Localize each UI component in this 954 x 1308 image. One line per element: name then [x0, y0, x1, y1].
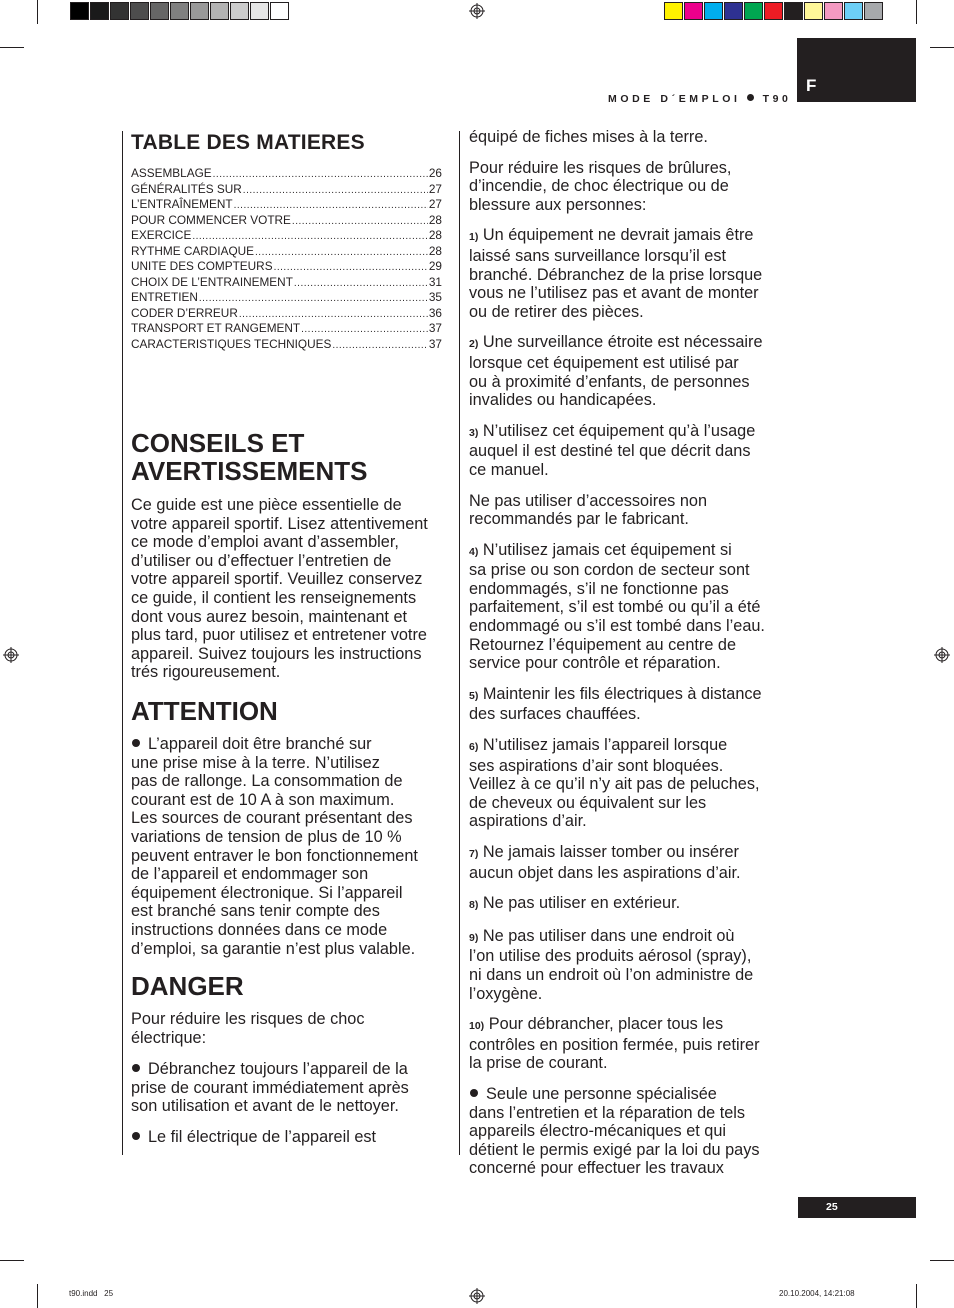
- toc-entry: [131, 321, 442, 337]
- text-line: [131, 589, 446, 608]
- item-number: 6): [469, 741, 479, 754]
- text-line: [469, 617, 787, 636]
- text-line: [469, 843, 787, 864]
- text-line: [469, 636, 787, 655]
- text-line-content: équipement électronique. Si l’appareil: [131, 883, 403, 902]
- text-line-content: dans l’entretien et la réparation de tels: [469, 1103, 746, 1122]
- text-line: [469, 1122, 787, 1141]
- text-line: [131, 809, 446, 828]
- item-number: 3): [469, 426, 479, 439]
- text-line: [469, 247, 787, 266]
- toc-entry-page: 37: [428, 336, 442, 351]
- right-column: [469, 128, 787, 1190]
- text-line-content: recommandés par le fabricant.: [469, 510, 689, 529]
- text-line: [469, 812, 787, 831]
- text-line-content: service pour contrôle et réparation.: [469, 654, 721, 673]
- manual-label: MODE D´EMPLOI: [608, 93, 741, 105]
- text-line-content: peuvent entraver le bon fonctionnement: [131, 846, 418, 865]
- text-line: [469, 391, 787, 410]
- text-line: [131, 828, 446, 847]
- text-line-content: des surfaces chauffées.: [469, 705, 641, 724]
- registration-mark-bottom: [469, 1288, 485, 1304]
- text-line-content: concerné pour effectuer les travaux: [469, 1159, 724, 1178]
- text-line-content: équipé de fiches mises à la terre.: [469, 128, 708, 146]
- text-line: [469, 128, 787, 147]
- text-line-content: Pour débrancher, placer tous les: [484, 1015, 724, 1034]
- toc-entry-page: 27: [428, 197, 442, 211]
- toc-leader-dots: [213, 169, 428, 180]
- text-line: [469, 541, 787, 562]
- text-line-content: Un équipement ne devrait jamais être: [478, 226, 754, 245]
- gray-swatch: [150, 2, 169, 20]
- color-swatch: [744, 2, 763, 20]
- text-line: [469, 736, 787, 757]
- text-line: [131, 791, 446, 810]
- toc-leader-dots: [301, 324, 428, 335]
- color-swatch: [824, 2, 843, 20]
- text-line: [131, 1079, 446, 1098]
- text-line-content: N’utilisez jamais l’appareil lorsque: [478, 736, 728, 755]
- text-line-content: appareil. Suivez toujours les instructions: [131, 644, 422, 663]
- text-line-content: une prise mise à la terre. N’utilisez: [131, 753, 380, 772]
- text-line-content: vous ne l’utilisez pas et avant de monter: [469, 284, 759, 303]
- text-line: [469, 864, 787, 883]
- text-line-content: de cheveux ou équivalent sur les: [469, 793, 707, 812]
- toc-leader-dots: [192, 231, 428, 242]
- text-line: [469, 1104, 787, 1123]
- toc-entry: [131, 228, 442, 244]
- toc-entry-page: 37: [428, 321, 442, 335]
- gray-swatch: [190, 2, 209, 20]
- text-line-content: l’oxygène.: [469, 984, 543, 1003]
- text-line: [469, 894, 787, 915]
- text-line: [469, 226, 787, 247]
- section-title-danger: DANGER: [131, 971, 244, 1001]
- section-title-attention: ATTENTION: [131, 696, 278, 726]
- item-number: 10): [469, 1020, 485, 1033]
- text-line-content: Pour réduire les risques de brûlures,: [469, 158, 732, 177]
- toc-entry-page: 29: [428, 259, 442, 273]
- toc-entry-label: CODER D’ERREUR: [131, 305, 238, 320]
- text-line: [131, 570, 446, 589]
- warning-item: [469, 1085, 787, 1178]
- toc-leader-dots: [274, 262, 428, 273]
- text-line-content: ni dans un endroit où l’on administre de: [469, 965, 754, 984]
- text-line: [469, 159, 787, 178]
- text-line-content: Maintenir les fils électriques à distance: [478, 684, 762, 703]
- text-line-content: Une surveillance étroite est nécessaire: [478, 333, 763, 352]
- text-line: [469, 1054, 787, 1073]
- text-line-content: électrique:: [131, 1028, 207, 1047]
- toc-entry: [131, 275, 442, 291]
- toc-leader-dots: [294, 278, 428, 289]
- bullet-dot-icon: [747, 94, 754, 101]
- danger-intro: [131, 1010, 446, 1047]
- warning-item: [469, 894, 787, 915]
- warning-item: [469, 226, 787, 321]
- toc-entry: [131, 197, 442, 213]
- toc-entry-label: L’ENTRAÎNEMENT: [131, 197, 233, 211]
- text-line: [131, 1029, 446, 1048]
- toc-leader-dots: [292, 216, 428, 227]
- model-name: T90: [762, 93, 792, 105]
- toc-entry-label: CHOIX DE L’ENTRAINEMENT: [131, 274, 293, 289]
- text-line-content: N’utilisez jamais cet équipement si: [478, 540, 732, 559]
- registration-mark-left: [3, 647, 19, 663]
- text-line: [469, 598, 787, 617]
- crop-mark-bl-v: [37, 1284, 38, 1308]
- toc-entry-label: TRANSPORT ET RANGEMENT: [131, 321, 301, 335]
- text-line: [131, 884, 446, 903]
- text-line-content: sa prise ou son cordon de secteur sont: [469, 561, 750, 580]
- text-line-content: votre appareil sportif. Lisez attentivement: [131, 514, 428, 533]
- text-line-content: ce manuel.: [469, 460, 549, 479]
- text-line-content: contrôles en position fermée, puis retirer: [469, 1035, 760, 1054]
- toc-entry-label: EXERCICE: [131, 228, 192, 242]
- toc-entry: [131, 244, 442, 260]
- attention-paragraph: [131, 735, 446, 958]
- text-line: [469, 284, 787, 303]
- toc-leader-dots: [199, 293, 428, 304]
- warning-item: [469, 685, 787, 724]
- text-line-content: pas de rallonge. La consommation de: [131, 772, 403, 791]
- toc-entry: [131, 213, 442, 229]
- text-line-content: ce guide, il contient les renseignements: [131, 588, 417, 607]
- text-line: [469, 775, 787, 794]
- text-line: [469, 927, 787, 948]
- text-line: [131, 515, 446, 534]
- left-column-rule: [122, 131, 123, 1155]
- text-line: [131, 1060, 446, 1079]
- text-line: [469, 354, 787, 373]
- text-line-content: Pour réduire les risques de choc: [131, 1010, 365, 1028]
- text-line: [469, 492, 787, 511]
- text-line-content: la prise de courant.: [469, 1054, 608, 1073]
- text-line-content: votre appareil sportif. Veuillez conservez: [131, 570, 423, 589]
- item-number: 7): [469, 848, 479, 860]
- text-line-content: Le fil électrique de l’appareil est: [148, 1128, 377, 1146]
- text-line-content: ce mode d’emploi avant d’assembler,: [131, 533, 399, 552]
- text-line: [469, 685, 787, 706]
- text-line-content: L’appareil doit être branché sur: [148, 735, 372, 753]
- text-line-content: d’utiliser ou d’effectuer l’entretien de: [131, 551, 392, 570]
- color-swatch: [764, 2, 783, 20]
- toc-entry-page: 36: [428, 305, 442, 320]
- text-line-content: Les sources de courant présentant des: [131, 809, 413, 828]
- text-line: [469, 947, 787, 966]
- color-swatch: [704, 2, 723, 20]
- crop-mark-tr-h: [930, 47, 954, 48]
- crop-mark-tl-v: [37, 0, 38, 24]
- text-line-content: ou de retirer des pièces.: [469, 302, 644, 321]
- slug-timestamp: 20.10.2004, 14:21:08: [779, 1289, 855, 1298]
- text-line: [131, 1097, 446, 1116]
- bullet-dot-icon: [132, 1132, 140, 1140]
- text-line: [469, 561, 787, 580]
- bullet-dot-icon: [132, 739, 140, 747]
- page-number-tab: [798, 1197, 916, 1218]
- color-swatch: [684, 2, 703, 20]
- toc-entry: [131, 182, 442, 198]
- text-line-content: Ne jamais laisser tomber ou insérer: [478, 843, 739, 861]
- item-number: 5): [469, 689, 479, 702]
- text-line: [469, 461, 787, 480]
- warning-item: [469, 128, 787, 147]
- item-number: 2): [469, 338, 479, 351]
- text-line: [131, 902, 446, 921]
- color-swatch: [664, 2, 683, 20]
- crop-mark-bl-h: [0, 1260, 24, 1261]
- text-line-content: trés rigoureusement.: [131, 663, 281, 682]
- item-number: 4): [469, 545, 479, 558]
- toc-entry-page: 28: [428, 212, 442, 227]
- text-line-content: détient le permis exigé par la loi du pays: [469, 1140, 760, 1159]
- text-line: [469, 196, 787, 215]
- toc-leader-dots: [255, 247, 428, 258]
- toc-entry: [131, 337, 442, 353]
- warning-item: [469, 422, 787, 480]
- toc-entry-label: GÉNÉRALITÉS SUR: [131, 181, 242, 196]
- text-line: [131, 735, 446, 754]
- toc-title: TABLE DES MATIERES: [131, 131, 365, 154]
- item-number: 8): [469, 899, 479, 912]
- color-swatch: [724, 2, 743, 20]
- text-line-content: dont vous aurez besoin, maintenant et: [131, 607, 408, 626]
- language-code: F: [806, 76, 817, 95]
- color-swatch: [784, 2, 803, 20]
- text-line-content: aspirations d’air.: [469, 812, 587, 831]
- text-line: [131, 772, 446, 791]
- text-line-content: variations de tension de plus de 10 %: [131, 827, 402, 846]
- text-line-content: son utilisation et avant de le nettoyer.: [131, 1097, 399, 1116]
- text-line-content: Seule une personne spécialisée: [486, 1084, 717, 1103]
- toc-leader-dots: [239, 309, 428, 320]
- text-line: [131, 1128, 446, 1147]
- text-line-content: plus tard, puor utilisez et entretener votre: [131, 626, 427, 645]
- text-line: [469, 442, 787, 461]
- text-line: [469, 177, 787, 196]
- warning-item: [469, 159, 787, 215]
- text-line: [469, 333, 787, 354]
- toc-entry-page: 26: [428, 166, 442, 180]
- registration-mark-right: [934, 647, 950, 663]
- running-header: [608, 93, 791, 105]
- text-line-content: invalides ou handicapées.: [469, 391, 657, 410]
- text-line-content: branché. Débranchez de la prise lorsque: [469, 265, 763, 284]
- warning-item: [469, 736, 787, 831]
- toc-entry: [131, 290, 442, 306]
- text-line-content: endommagés, s’il ne fonctionne pas: [469, 579, 729, 598]
- warning-item: [469, 541, 787, 673]
- crop-mark-tl-h: [0, 47, 24, 48]
- text-line: [469, 705, 787, 724]
- text-line: [469, 985, 787, 1004]
- toc-leader-dots: [234, 200, 428, 211]
- warning-item: [469, 927, 787, 1003]
- toc-entry-page: 27: [428, 181, 442, 196]
- right-column-rule: [459, 131, 460, 1155]
- text-line: [469, 580, 787, 599]
- text-line-content: Débranchez toujours l’appareil de la: [148, 1060, 408, 1078]
- toc-entry: [131, 306, 442, 322]
- toc-entry-page: 31: [428, 274, 442, 289]
- text-line-content: Veillez à ce qu’il n’y ait pas de peluches,: [469, 775, 760, 794]
- text-line-content: courant est de 10 A à son maximum.: [131, 790, 395, 809]
- crop-mark-tr-v: [916, 0, 917, 24]
- text-line-content: instructions données dans ce mode: [131, 920, 388, 939]
- registration-mark-top: [469, 3, 485, 19]
- toc-entry-label: UNITE DES COMPTEURS: [131, 259, 273, 273]
- gray-swatch: [270, 2, 289, 20]
- conseils-paragraph: [131, 496, 446, 682]
- toc-entry-label: RYTHME CARDIAQUE: [131, 243, 255, 258]
- toc-entry-page: 28: [428, 228, 442, 242]
- toc-entry-label: ASSEMBLAGE: [131, 166, 212, 180]
- text-line: [469, 1141, 787, 1160]
- crop-mark-br-h: [930, 1260, 954, 1261]
- text-line-content: ou à proximité d’enfants, de personnes: [469, 372, 750, 391]
- toc-entry-label: CARACTERISTIQUES TECHNIQUES: [131, 336, 332, 351]
- text-line: [469, 654, 787, 673]
- bullet-dot-icon: [132, 1064, 140, 1072]
- toc-entry-page: 35: [428, 290, 442, 304]
- bullet-dot-icon: [470, 1089, 478, 1097]
- gray-swatch: [90, 2, 109, 20]
- text-line-content: Ne pas utiliser en extérieur.: [478, 894, 681, 913]
- text-line-content: d’emploi, sa garantie n’est plus valable.: [131, 939, 416, 958]
- text-line: [469, 1159, 787, 1178]
- gray-swatch: [130, 2, 149, 20]
- text-line: [469, 266, 787, 285]
- gray-swatch: [110, 2, 129, 20]
- color-swatch: [864, 2, 883, 20]
- toc-leader-dots: [332, 340, 428, 351]
- warning-item: [469, 843, 787, 882]
- warning-item: [469, 333, 787, 409]
- gray-swatch: [70, 2, 89, 20]
- warning-item: [469, 492, 787, 529]
- text-line: [131, 940, 446, 959]
- gray-swatch: [230, 2, 249, 20]
- text-line-content: endommagé ou s’il est tombé dans l’eau.: [469, 617, 765, 636]
- text-line: [131, 754, 446, 773]
- text-line-content: prise de courant immédiatement après: [131, 1078, 409, 1097]
- text-line-content: appareils électro-mécaniques et qui: [469, 1122, 727, 1141]
- crop-mark-br-v: [916, 1284, 917, 1308]
- text-line-content: l’on utilise des produits aérosol (spray),: [469, 947, 752, 966]
- text-line-content: est branché sans tenir compte des: [131, 902, 380, 921]
- text-line-content: blessure aux personnes:: [469, 195, 647, 214]
- text-line-content: parfaitement, s’il est tombé ou qu’il a été: [469, 598, 761, 617]
- toc-entry-label: POUR COMMENCER VOTRE: [131, 212, 291, 227]
- gray-swatch: [170, 2, 189, 20]
- text-line-content: N’utilisez cet équipement qu’à l’usage: [478, 421, 756, 440]
- text-line-content: Ce guide est une pièce essentielle de: [131, 496, 402, 514]
- text-line-content: d’incendie, de choc électrique ou de: [469, 177, 729, 196]
- text-line: [131, 552, 446, 571]
- warning-item: [469, 1015, 787, 1073]
- color-swatch: [844, 2, 863, 20]
- danger-bullet-1: [131, 1060, 446, 1116]
- text-line: [131, 1010, 446, 1029]
- color-swatch: [804, 2, 823, 20]
- text-line: [469, 303, 787, 322]
- text-line-content: auquel il est destiné tel que décrit dans: [469, 442, 751, 461]
- item-number: 9): [469, 931, 479, 944]
- text-line-content: aucun objet dans les aspirations d’air.: [469, 863, 741, 882]
- text-line: [469, 373, 787, 392]
- section-title-conseils: CONSEILS ET AVERTISSEMENTS: [131, 428, 368, 486]
- text-line: [469, 1036, 787, 1055]
- slug-filename: t90.indd 25: [69, 1289, 114, 1298]
- text-line-content: Retournez l’équipement au centre de: [469, 635, 737, 654]
- text-line: [131, 847, 446, 866]
- page-number: 25: [826, 1201, 838, 1213]
- text-line-content: lorsque cet équipement est utilisé par: [469, 353, 739, 372]
- toc-entry: [131, 166, 442, 182]
- text-line: [469, 966, 787, 985]
- text-line: [131, 663, 446, 682]
- danger-bullet-2: [131, 1128, 446, 1147]
- text-line: [469, 510, 787, 529]
- text-line: [131, 533, 446, 552]
- text-line: [131, 645, 446, 664]
- text-line-content: ses aspirations d’air sont bloquées.: [469, 756, 724, 775]
- toc-entry: [131, 259, 442, 275]
- toc-leader-dots: [243, 185, 428, 196]
- text-line: [131, 921, 446, 940]
- text-line: [131, 626, 446, 645]
- text-line-content: de l’appareil et endommager son: [131, 865, 369, 884]
- item-number: 1): [469, 231, 479, 244]
- text-line: [131, 865, 446, 884]
- text-line: [469, 422, 787, 443]
- text-line-content: laissé sans surveillance lorsqu’il est: [469, 246, 726, 265]
- text-line: [131, 608, 446, 627]
- text-line: [469, 1015, 787, 1036]
- text-line: [469, 757, 787, 776]
- gray-swatch: [250, 2, 269, 20]
- gray-swatch: [210, 2, 229, 20]
- toc-entry-label: ENTRETIEN: [131, 290, 198, 304]
- text-line: [469, 794, 787, 813]
- text-line: [469, 1085, 787, 1104]
- text-line-content: Ne pas utiliser d’accessoires non: [469, 491, 708, 510]
- text-line-content: Ne pas utiliser dans une endroit où: [478, 926, 735, 945]
- text-line: [131, 496, 446, 515]
- toc-entry-page: 28: [428, 243, 442, 258]
